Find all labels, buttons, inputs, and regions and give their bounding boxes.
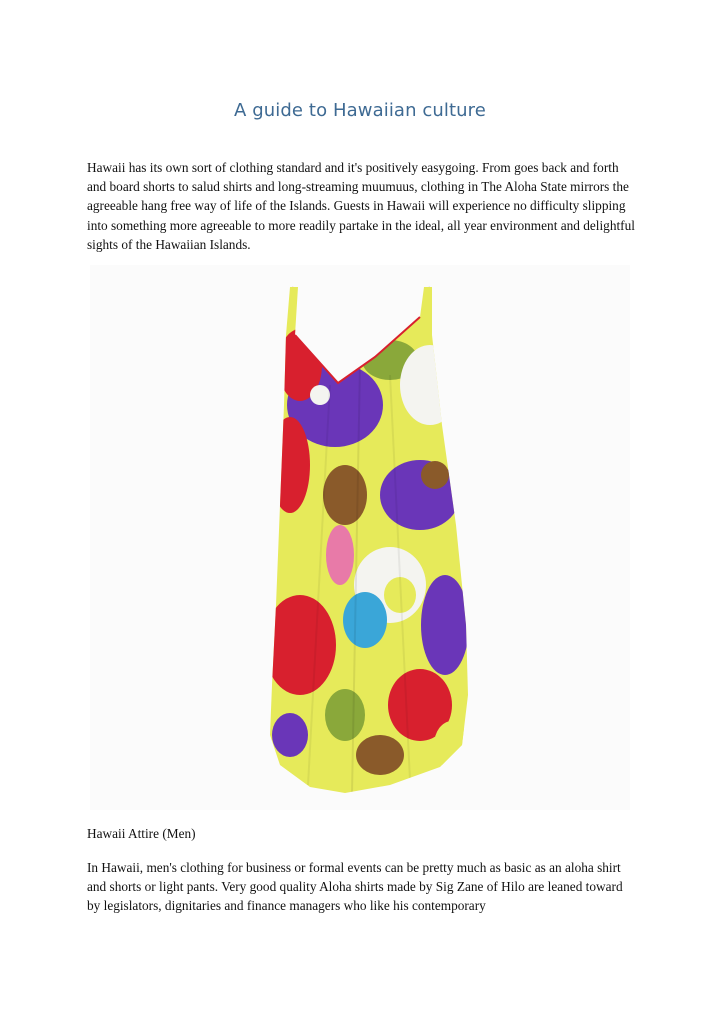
floral-dress-image (90, 265, 630, 810)
page-title: A guide to Hawaiian culture (234, 100, 486, 121)
section-body-paragraph: In Hawaii, men's clothing for business or formal events can be pretty much as basic as an aloha shirt and shorts or light pants. Very good quality Aloha shirts made by Sig Zane of Hilo are leaned toward by legislators, dignitaries and finance managers who like his contemporary (87, 860, 623, 914)
intro-paragraph: Hawaii has its own sort of clothing standard and it's positively easygoing. From goes back and forth and board shorts to salud shirts and long-streaming muumuus, clothing in The Aloha State mirrors the agreeable hang free way of life of the Islands. Guests in Hawaii will experience no difficulty slipping into something more agreeable to more readily partake in the ideal, all year environment and delightful sights of the Hawaiian Islands. (87, 160, 635, 252)
section-heading: Hawaii Attire (Men) (87, 826, 196, 841)
